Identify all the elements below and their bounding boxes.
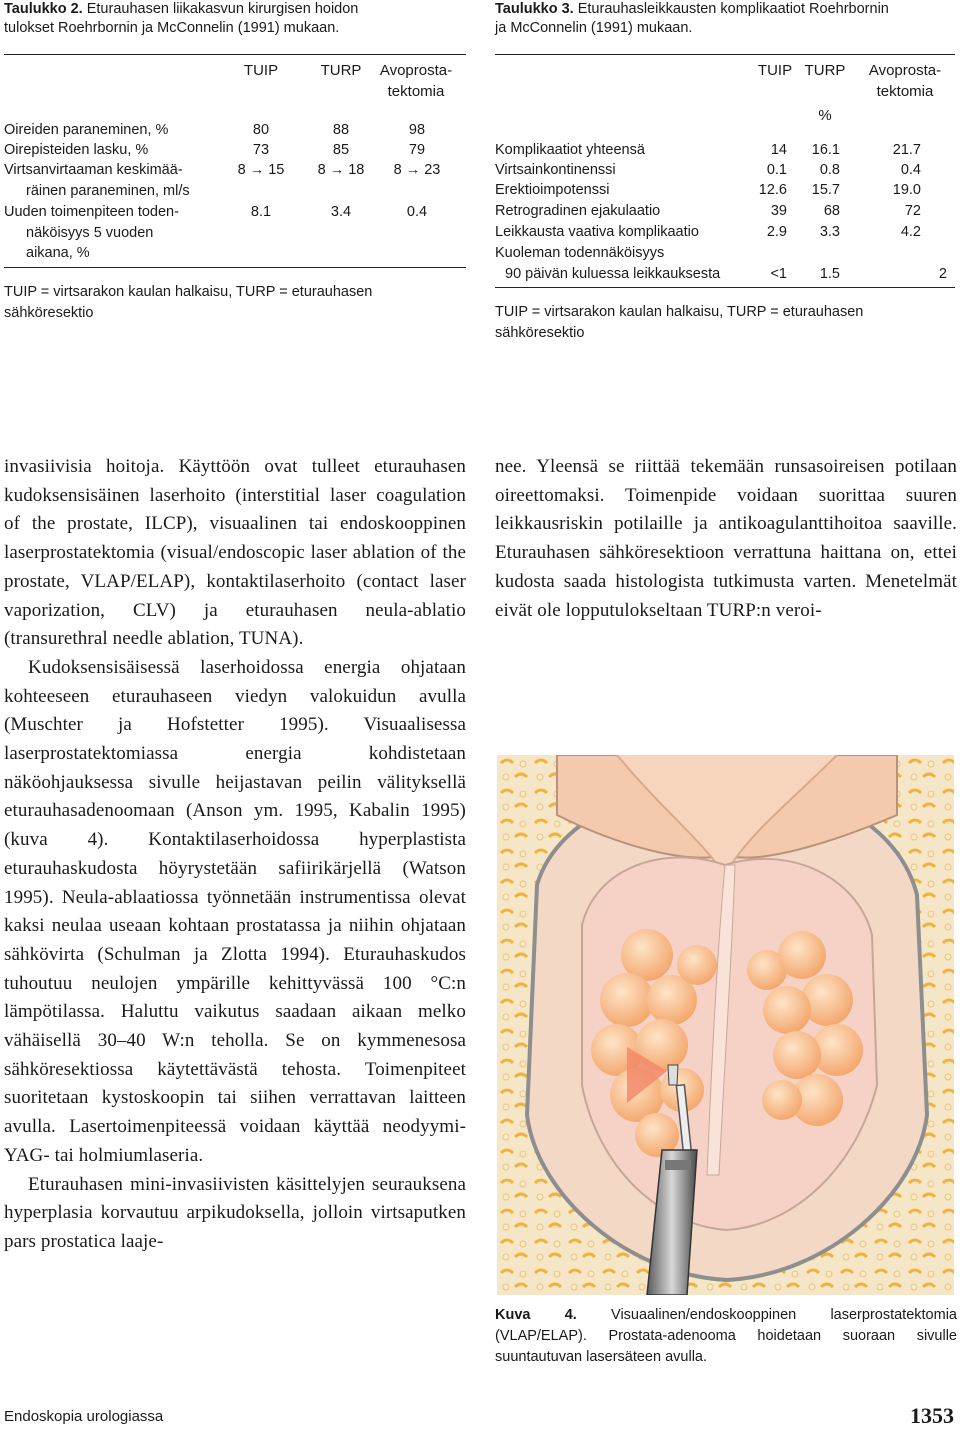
row-label: Leikkausta vaativa komplikaatio [495, 224, 699, 240]
table2-col-tuip: TUIP [243, 62, 279, 79]
row-label: Virtsanvirtaaman keskimää- [4, 162, 183, 178]
cell: 0.4 [900, 162, 921, 178]
cell: 8.1 [250, 204, 272, 220]
cell: <1 [770, 266, 787, 282]
table3-caption-line1: Eturauhasleikkausten komplikaatiot Roehrbornin [577, 1, 889, 17]
figure-caption-label: Kuva 4. [495, 1307, 577, 1323]
cell: 19.0 [892, 182, 921, 198]
table3-caption [495, 0, 960, 38]
figure-caption-text: Visuaalinen/endoskooppinen laserprostatektomia (VLAP/ELAP). Prostata-adenooma hoidetaan suoraan sivulle suuntautuvan lasersäteen avulla. [495, 1307, 957, 1365]
table-row [495, 160, 955, 181]
cell: 72 [904, 203, 921, 219]
table-row [495, 264, 955, 285]
running-footer: Endoskopia urologiassa [4, 1408, 164, 1425]
cell: 68 [823, 203, 840, 219]
table3-col-turp: TURP [804, 62, 846, 79]
cell: 0.4 [406, 204, 428, 220]
cell: 98 [408, 122, 426, 138]
paragraph: invasiivisia hoitoja. Käyttöön ovat tulleet eturauhasen kudoksensisäinen laserhoito (interstitial laser coagulation of the prostate, ILCP), visuaalinen tai endoskooppinen laserprostatektomia (visual/endoscopic laser ablation of the prostate, VLAP/ELAP), kontaktilaserhoito (contact laser vaporization, CLV) ja eturauhasen neula-ablatio (transurethral needle ablation, TUNA). [4, 456, 466, 650]
cell: 15.7 [811, 182, 840, 198]
table3-footnote: TUIP = virtsarakon kaulan halkaisu, TURP = eturauhasen sähköresektio [495, 304, 864, 341]
table-row [495, 201, 955, 222]
table2-caption [4, 0, 474, 38]
cell: 8 → 23 [393, 162, 441, 178]
table3-caption-label: Taulukko 3. [495, 1, 574, 17]
table2-caption-label: Taulukko 2. [4, 1, 83, 17]
table2-caption-line2: tulokset Roehrbornin ja McConnelin (1991) mukaan. [4, 20, 340, 36]
cell: 8 → 18 [317, 162, 365, 178]
table3-col-tuip: TUIP [757, 62, 793, 79]
table2-caption-line1: Eturauhasen liikakasvun kirurgisen hoidon [86, 1, 359, 17]
table3-caption-line2: ja McConnelin (1991) mukaan. [495, 20, 693, 36]
row-label: Oirepisteiden lasku, % [4, 142, 149, 158]
row-label: Uuden toimenpiteen toden- [4, 204, 179, 220]
paragraph: nee. Yleensä se riittää tekemään runsasoireisen potilaan oireettomaksi. Toimenpide voidaan suorittaa suuren leikkausriskin potilaille ja antikoagulanttihoitoa saaville. Eturauhasen sähköresektioon verrattuna haittana on, ettei kudosta saada histologista tutkimusta varten. Menetelmät eivät ole lopputulokseltaan TURP:n veroi- [495, 456, 957, 621]
row-label: Kuoleman todennäköisyys [495, 245, 665, 261]
row-label-cont: aikana, % [26, 245, 90, 261]
cell: 73 [252, 142, 270, 158]
row-label-cont: näköisyys 5 vuoden [26, 224, 154, 241]
cell: 21.7 [892, 142, 921, 158]
row-label: 90 päivän kuluessa leikkauksesta [505, 266, 721, 282]
cell: 88 [332, 122, 350, 138]
cell: 3.4 [330, 204, 352, 220]
cell: 0.1 [766, 162, 787, 178]
figure-caption [495, 1305, 957, 1368]
cell: 4.2 [900, 224, 921, 240]
paragraph: Eturauhasen mini-invasiivisten käsittelyjen seurauksena hyperplasia korvautuu arpikudoksella, jolloin virtsaputken pars prostatica laaje- [4, 1173, 466, 1252]
body-column-left [4, 453, 466, 1257]
cell: 8 → 15 [237, 162, 285, 178]
row-label: Virtsainkontinenssi [495, 162, 616, 178]
body-column-right [495, 453, 957, 625]
table2-top-rule [4, 54, 466, 55]
row-label-cont: räinen paraneminen, ml/s [26, 182, 190, 199]
table2-col-turp: TURP [320, 62, 362, 79]
cell: 1.5 [819, 266, 840, 282]
cell: 12.6 [758, 182, 787, 198]
cell: 80 [252, 122, 270, 138]
cell: 3.3 [819, 224, 840, 240]
prostate-laser-illustration [497, 755, 954, 1295]
table3-top-rule [495, 54, 955, 55]
table-row [495, 140, 955, 161]
paragraph: Kudoksensisäisessä laserhoidossa energia ohjataan kohteeseen eturauhaseen viedyn valokuidun avulla (Muschter ja Hofstetter 1995). Visuaalisessa laserprostatektomiassa energia kohdistetaan näköohjauksessa sivulle heijastavan peilin välityksellä eturauhasadenoomaan (Anson ym. 1995, Kabalin 1995) (kuva 4). Kontaktilaserhoidossa hyperplastista eturauhaskudosta höyrystetään safiirikärjellä (Watson 1995). Neula-ablaatiossa työnnetään instrumentissa olevat kaksi neulaa useaan kohtaan prostatassa ja niihin ohjataan sähkövirta (Schulman ja Zlotta 1994). Eturauhaskudos tuhoutuu neulojen ympärille kehittyvässä 100 °C:n lämpötilassa. Haluttu vaikutus saadaan aikaan melko vähäisellä 30–40 W:n teholla. Se on kymmenesosa sähköresektiossa käytettävästä tehosta. Toimenpiteet suoritetaan kystoskoopin tai siihen verrattavan laitteen avulla. Lasertoimenpiteessä voidaan käyttää neodyymi-YAG- tai holmiumlaseria. [4, 656, 466, 1166]
page-number: 1353 [910, 1403, 954, 1428]
table2-footnote: TUIP = virtsarakon kaulan halkaisu, TURP = eturauhasen sähköresektio [4, 284, 373, 321]
cell: 79 [408, 142, 426, 158]
table-row [495, 222, 955, 243]
cell: 0.8 [819, 162, 840, 178]
row-label: Komplikaatiot yhteensä [495, 142, 645, 158]
table-row [495, 243, 955, 264]
table3-col-avoprostatektomia: Avoprosta- tektomia [868, 62, 942, 100]
row-label: Erektioimpotenssi [495, 182, 610, 198]
table3-unit: % [818, 107, 832, 124]
cell: 16.1 [811, 142, 840, 158]
cell: 14 [770, 142, 787, 158]
cell: 2 [938, 266, 947, 282]
table2-bottom-rule [4, 267, 466, 268]
cell: 39 [770, 203, 787, 219]
cell: 85 [332, 142, 350, 158]
row-label: Retrogradinen ejakulaatio [495, 203, 661, 219]
cell: 2.9 [766, 224, 787, 240]
table-row [495, 180, 955, 201]
table2-col-avoprostatektomia: Avoprosta- tektomia [379, 62, 453, 100]
row-label: Oireiden paraneminen, % [4, 122, 169, 138]
table3-bottom-rule [495, 287, 955, 288]
